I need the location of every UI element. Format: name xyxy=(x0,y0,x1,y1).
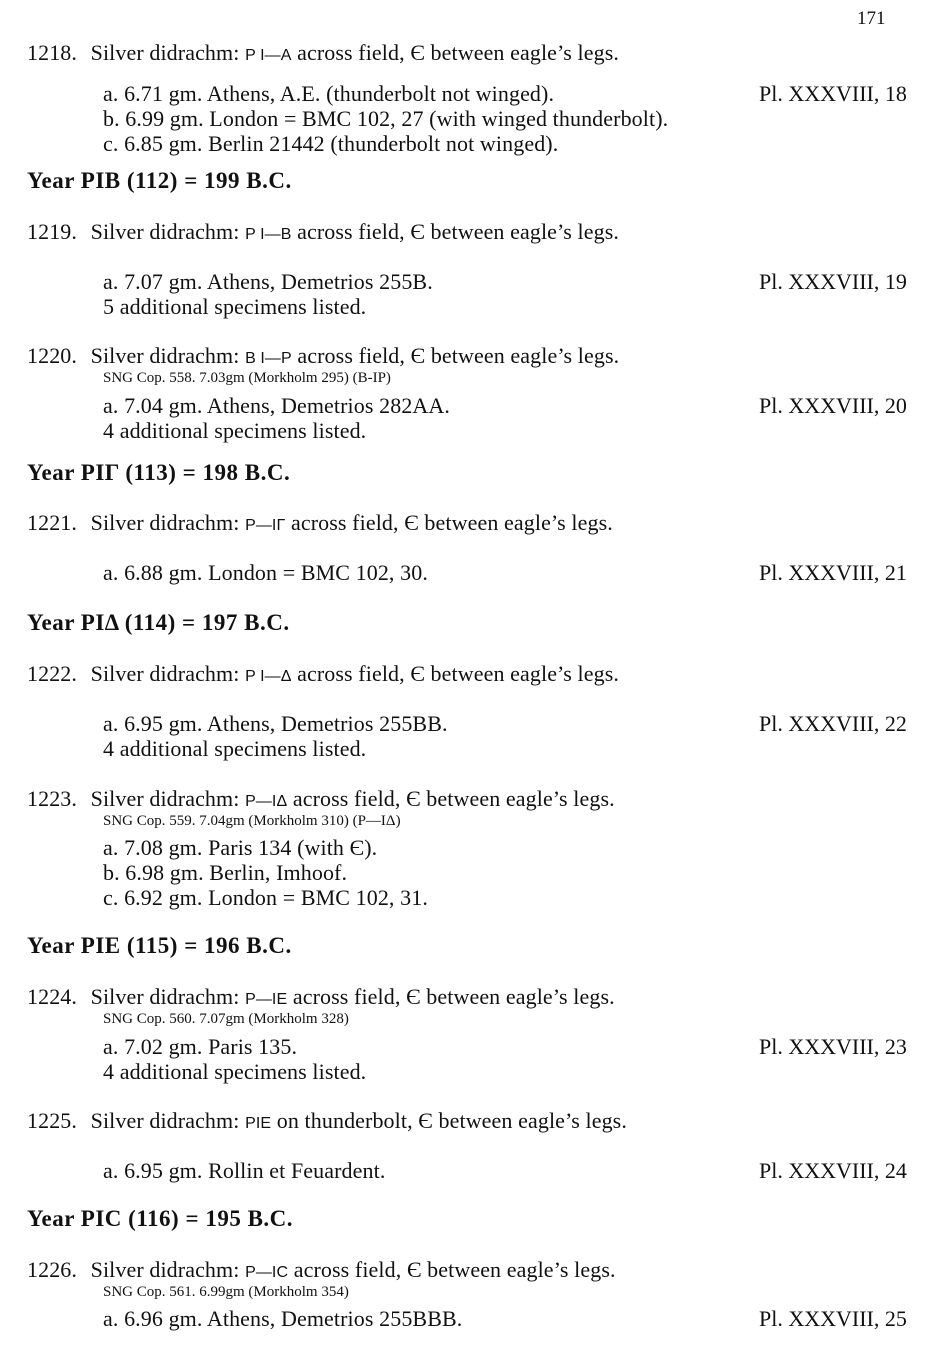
entry-description: between eagle’s legs. xyxy=(420,786,615,811)
specimen-line: a. 6.88 gm. London = BMC 102, 30. xyxy=(103,560,428,585)
entry-description: Silver didrachm: xyxy=(90,1257,246,1282)
entry-number: 1225. xyxy=(27,1108,77,1133)
entry-description: between eagle’s legs. xyxy=(420,984,615,1009)
specimen-line: a. 7.08 gm. Paris 134 (with Є). xyxy=(103,835,378,860)
epsilon-symbol: Є xyxy=(404,510,419,535)
plate-reference: Pl. XXXVIII, 18 xyxy=(759,81,907,106)
entry-title-1219 xyxy=(27,219,619,245)
specimen-line: c. 6.92 gm. London = BMC 102, 31. xyxy=(103,885,428,910)
plate-reference: Pl. XXXVIII, 24 xyxy=(759,1158,907,1183)
entry-title-1226 xyxy=(27,1257,616,1283)
specimen-line: a. 7.02 gm. Paris 135. xyxy=(103,1034,298,1059)
entry-title-1223 xyxy=(27,786,615,812)
plate-reference: Pl. XXXVIII, 20 xyxy=(759,393,907,418)
coin-legend: P—IΓ xyxy=(245,517,286,534)
epsilon-symbol: Є xyxy=(406,984,421,1009)
entry-description: across field, xyxy=(288,1257,407,1282)
entry-number: 1224. xyxy=(27,984,77,1009)
year-heading: Year PIΓ (113) = 198 B.C. xyxy=(27,460,291,485)
coin-legend: P—IC xyxy=(245,1264,289,1281)
entry-title-1224 xyxy=(27,984,615,1010)
entry-title-1221 xyxy=(27,510,613,536)
epsilon-symbol: Є xyxy=(418,1108,433,1133)
specimen-line: a. 6.95 gm. Athens, Demetrios 255BB. xyxy=(103,711,448,736)
entry-number: 1219. xyxy=(27,219,77,244)
sng-reference: SNG Cop. 560. 7.07gm (Morkholm 328) xyxy=(103,1011,349,1027)
plate-reference: Pl. XXXVIII, 19 xyxy=(759,269,907,294)
specimen-line: a. 7.07 gm. Athens, Demetrios 255B. xyxy=(103,269,433,294)
specimen-line: b. 6.98 gm. Berlin, Imhoof. xyxy=(103,860,348,885)
entry-description: Silver didrachm: xyxy=(90,343,246,368)
coin-legend: P I—B xyxy=(245,226,292,243)
entry-title-1218 xyxy=(27,40,619,66)
epsilon-symbol: Є xyxy=(410,40,425,65)
epsilon-symbol: Є xyxy=(410,219,425,244)
entry-number: 1220. xyxy=(27,343,77,368)
entry-number: 1221. xyxy=(27,510,77,535)
entry-number: 1226. xyxy=(27,1257,77,1282)
entry-description: Silver didrachm: xyxy=(90,984,246,1009)
entry-title-1225 xyxy=(27,1108,627,1134)
entry-description: Silver didrachm: xyxy=(90,219,246,244)
year-heading: Year PIE (115) = 196 B.C. xyxy=(27,933,292,958)
entry-description: across field, xyxy=(285,510,405,535)
entry-description: across field, xyxy=(291,219,411,244)
sng-reference: SNG Cop. 558. 7.03gm (Morkholm 295) (B-IP) xyxy=(103,370,391,386)
entry-title-1222 xyxy=(27,661,619,687)
additional-specimens: 5 additional specimens listed. xyxy=(103,294,367,319)
specimen-line: a. 6.96 gm. Athens, Demetrios 255BBB. xyxy=(103,1306,463,1331)
specimen-line: a. 6.95 gm. Rollin et Feuardent. xyxy=(103,1158,386,1183)
additional-specimens: 4 additional specimens listed. xyxy=(103,418,367,443)
entry-description: between eagle’s legs. xyxy=(418,510,613,535)
page-number: 171 xyxy=(857,8,886,29)
entry-description: Silver didrachm: xyxy=(90,661,246,686)
entry-description: Silver didrachm: xyxy=(90,786,246,811)
entry-description: across field, xyxy=(291,661,411,686)
entry-description: across field, xyxy=(287,984,407,1009)
specimen-line: a. 7.04 gm. Athens, Demetrios 282AA. xyxy=(103,393,451,418)
entry-description: between eagle’s legs. xyxy=(432,1108,627,1133)
coin-legend: P—IΔ xyxy=(245,793,288,810)
specimen-line: c. 6.85 gm. Berlin 21442 (thunderbolt not winged). xyxy=(103,131,559,156)
plate-reference: Pl. XXXVIII, 25 xyxy=(759,1306,907,1331)
epsilon-symbol: Є xyxy=(406,1257,422,1282)
specimen-line: b. 6.99 gm. London = BMC 102, 27 (with winged thunderbolt). xyxy=(103,106,669,131)
entry-description: Silver didrachm: xyxy=(90,1108,246,1133)
entry-description: across field, xyxy=(291,343,411,368)
entry-description: between eagle’s legs. xyxy=(421,1257,616,1282)
entry-description: between eagle’s legs. xyxy=(425,343,620,368)
additional-specimens: 4 additional specimens listed. xyxy=(103,1059,367,1084)
sng-reference: SNG Cop. 561. 6.99gm (Morkholm 354) xyxy=(103,1284,349,1300)
entry-number: 1223. xyxy=(27,786,77,811)
epsilon-symbol: Є xyxy=(410,661,425,686)
epsilon-symbol: Є xyxy=(410,343,426,368)
entry-description: across field, xyxy=(287,786,407,811)
plate-reference: Pl. XXXVIII, 22 xyxy=(759,711,907,736)
specimen-line: a. 6.71 gm. Athens, A.E. (thunderbolt not winged). xyxy=(103,81,555,106)
entry-description: between eagle’s legs. xyxy=(424,661,619,686)
year-heading: Year PIB (112) = 199 B.C. xyxy=(27,168,292,193)
entry-description: on thunderbolt, xyxy=(271,1108,419,1133)
entry-title-1220 xyxy=(27,343,619,369)
sng-reference: SNG Cop. 559. 7.04gm (Morkholm 310) (P—IΔ) xyxy=(103,813,401,829)
coin-legend: P I—A xyxy=(245,47,292,64)
epsilon-symbol: Є xyxy=(406,786,421,811)
entry-description: between eagle’s legs. xyxy=(424,219,619,244)
additional-specimens: 4 additional specimens listed. xyxy=(103,736,367,761)
coin-legend: P I—Δ xyxy=(245,668,292,685)
entry-description: between eagle’s legs. xyxy=(424,40,619,65)
year-heading: Year PIΔ (114) = 197 B.C. xyxy=(27,610,290,635)
entry-description: Silver didrachm: xyxy=(90,40,246,65)
plate-reference: Pl. XXXVIII, 21 xyxy=(759,560,907,585)
plate-reference: Pl. XXXVIII, 23 xyxy=(759,1034,907,1059)
entry-description: Silver didrachm: xyxy=(90,510,246,535)
entry-number: 1222. xyxy=(27,661,77,686)
coin-legend: P—IE xyxy=(245,991,288,1008)
coin-legend: PIE xyxy=(245,1115,272,1132)
coin-legend: B I—P xyxy=(245,350,292,367)
entry-description: across field, xyxy=(291,40,411,65)
entry-number: 1218. xyxy=(27,40,77,65)
year-heading: Year PIC (116) = 195 B.C. xyxy=(27,1206,294,1231)
